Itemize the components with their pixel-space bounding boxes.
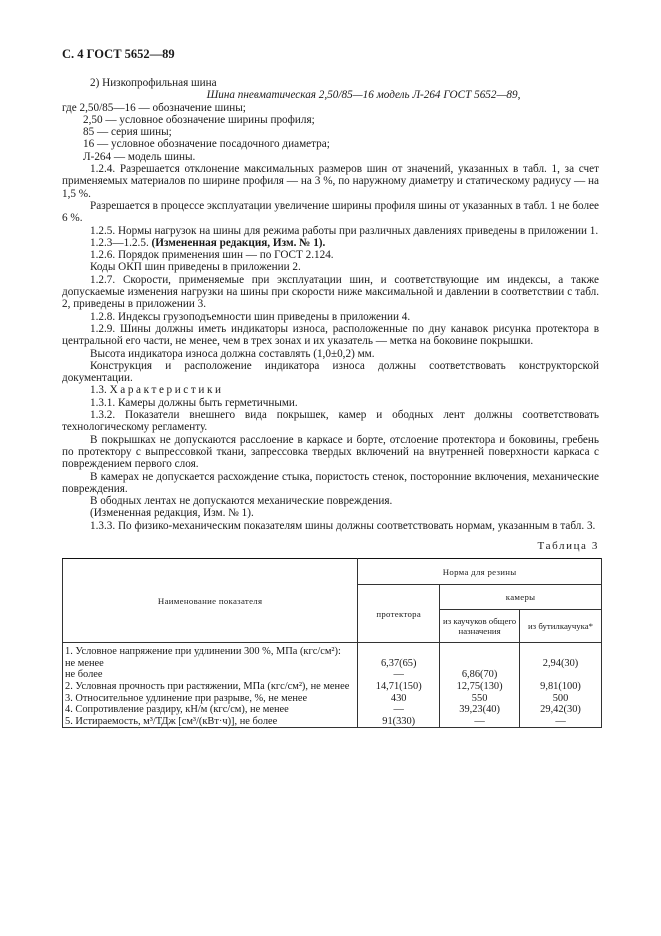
col-header-norm: Норма для резины xyxy=(358,559,602,585)
clause-1-3-2: 1.3.2. Показатели внешнего вида покрышек, камер и ободных лент должны соответствовать технологическому регламенту. xyxy=(62,409,599,434)
cell-tread: — xyxy=(358,704,440,716)
row-name: 1. Условное напряжение при удлинении 300 %, МПа (кгс/см²): xyxy=(63,643,358,658)
cell-tread: 6,37(65) xyxy=(358,658,440,670)
amendment-note: (Измененная редакция, Изм. № 1). xyxy=(90,507,254,520)
cell-tread: 14,71(150) xyxy=(358,681,440,693)
clause-1-2-4: 1.2.4. Разрешается отклонение максимальных размеров шин от значений, указанных в табл. 1, за счет применяемых материалов по ширине профиля — на 3 %, по наружному диаметру и статическому радиусу — на 1,5 %. xyxy=(62,163,599,200)
cell-general: 12,75(130) xyxy=(440,681,520,693)
row-name: 2. Условная прочность при растяжении, МПа (кгс/см²), не менее xyxy=(63,681,358,693)
table-row xyxy=(63,716,602,728)
properties-table xyxy=(62,558,602,728)
row-name: 3. Относительное удлинение при разрыве, %, не менее xyxy=(63,693,358,705)
clause-1-2-7: 1.2.7. Скорости, применяемые при эксплуатации шин, и соответствующие им индексы, а также допускаемые изменения нагрузки на шины при скорости ниже максимальной и давлении в соответствии с табл. 2, приведены в приложении 3. xyxy=(62,273,599,311)
paragraph: В камерах не допускается расхождение стыка, пористость стенок, посторонние включения, механические повреждения. xyxy=(62,470,599,495)
cell-tread: — xyxy=(358,669,440,681)
clause-1-2-8: 1.2.8. Индексы грузоподъемности шин приведены в приложении 4. xyxy=(90,310,411,323)
col-header-name: Наименование показателя xyxy=(63,559,358,643)
clause-1-3-3: 1.3.3. По физико-механическим показателям шины должны соответствовать нормам, указанным в табл. 3. xyxy=(90,519,596,532)
section-number: 1.3. xyxy=(90,384,107,397)
paragraph: Высота индикатора износа должна составлять (1,0±0,2) мм. xyxy=(90,347,375,360)
cell-general xyxy=(440,658,520,670)
page-header: С. 4 ГОСТ 5652—89 xyxy=(62,47,175,61)
cell-general: 39,23(40) xyxy=(440,704,520,716)
cell-butyl xyxy=(520,643,602,658)
cell-butyl: 9,81(100) xyxy=(520,681,602,693)
amendment-label: (Измененная редакция, Изм. № 1). xyxy=(151,236,326,249)
cell-tread: 430 xyxy=(358,693,440,705)
paragraph: 16 — условное обозначение посадочного диаметра; xyxy=(83,138,330,151)
cell-butyl: 29,42(30) xyxy=(520,704,602,716)
clause-1-2-6: 1.2.6. Порядок применения шин — по ГОСТ 2.124. xyxy=(90,249,334,262)
cell-butyl: 2,94(30) xyxy=(520,658,602,670)
paragraph: где 2,50/85—16 — обозначение шины; xyxy=(62,101,246,114)
paragraph: Разрешается в процессе эксплуатации увеличение ширины профиля шины от указанных в табл. 1 не более 6 %. xyxy=(62,199,599,225)
paragraph: В ободных лентах не допускаются механические повреждения. xyxy=(90,495,393,508)
paragraph: 2,50 — условное обозначение ширины профиля; xyxy=(83,113,315,126)
paragraph: Коды ОКП шин приведены в приложении 2. xyxy=(90,261,301,274)
col-header-general-rubber: из каучуков общего назначения xyxy=(440,610,520,643)
paragraph: 85 — серия шины; xyxy=(83,126,172,139)
document-body xyxy=(62,77,599,728)
section-title: Характеристики xyxy=(109,384,224,397)
table-row xyxy=(63,681,602,693)
clause-1-2-5: 1.2.5. Нормы нагрузок на шины для режима работы при различных давлениях приведены в приложении 1. xyxy=(90,224,599,237)
row-name: не менее xyxy=(63,658,358,670)
paragraph: В покрышках не допускаются расслоение в каркасе и борте, отслоение протектора и боковины, гребень по протектору с выпрессовкой ткани, запрессовка твердых включений на внутренней поверхности каркаса с повреждением первого слоя. xyxy=(62,433,599,471)
cell-general xyxy=(440,643,520,658)
table-row xyxy=(63,704,602,716)
clause-1-2-9: 1.2.9. Шины должны иметь индикаторы износа, расположенные по дну канавок рисунка протектора в центральной его части, не менее, чем в трех зонах и их указатель — метка на боковине покрышки. xyxy=(62,322,599,348)
amendment-note xyxy=(62,237,599,249)
row-name: 5. Истираемость, м³/ТДж [см³/(кВт·ч)], не более xyxy=(63,716,358,728)
cell-tread xyxy=(358,643,440,658)
cell-butyl xyxy=(520,669,602,681)
table-caption: Таблица 3 xyxy=(537,539,599,552)
cell-general: 550 xyxy=(440,693,520,705)
row-name: 4. Сопротивление раздиру, кН/м (кгс/см), не менее xyxy=(63,704,358,716)
col-header-tread: протектора xyxy=(358,585,440,643)
paragraph: Конструкция и расположение индикатора износа должны соответствовать конструкторской документации. xyxy=(62,359,599,385)
cell-tread: 91(330) xyxy=(358,716,440,728)
table-row xyxy=(63,658,602,670)
amendment-clauses: 1.2.3—1.2.5. xyxy=(90,236,149,249)
cell-butyl: — xyxy=(520,716,602,728)
cell-general: 6,86(70) xyxy=(440,669,520,681)
table-row xyxy=(63,643,602,658)
paragraph: Л-264 — модель шины. xyxy=(83,150,196,163)
section-heading xyxy=(62,384,599,396)
cell-butyl: 500 xyxy=(520,693,602,705)
table-row xyxy=(63,669,602,681)
col-header-tube: камеры xyxy=(440,585,602,610)
cell-general: — xyxy=(440,716,520,728)
example-designation: Шина пневматическая 2,50/85—16 модель Л-264 ГОСТ 5652—89, xyxy=(206,89,521,102)
col-header-butyl-rubber: из бутилкаучука* xyxy=(520,610,602,643)
paragraph: 2) Низкопрофильная шина xyxy=(90,77,217,89)
clause-1-3-1: 1.3.1. Камеры должны быть герметичными. xyxy=(90,396,298,409)
table-row xyxy=(63,693,602,705)
row-name: не более xyxy=(63,669,358,681)
